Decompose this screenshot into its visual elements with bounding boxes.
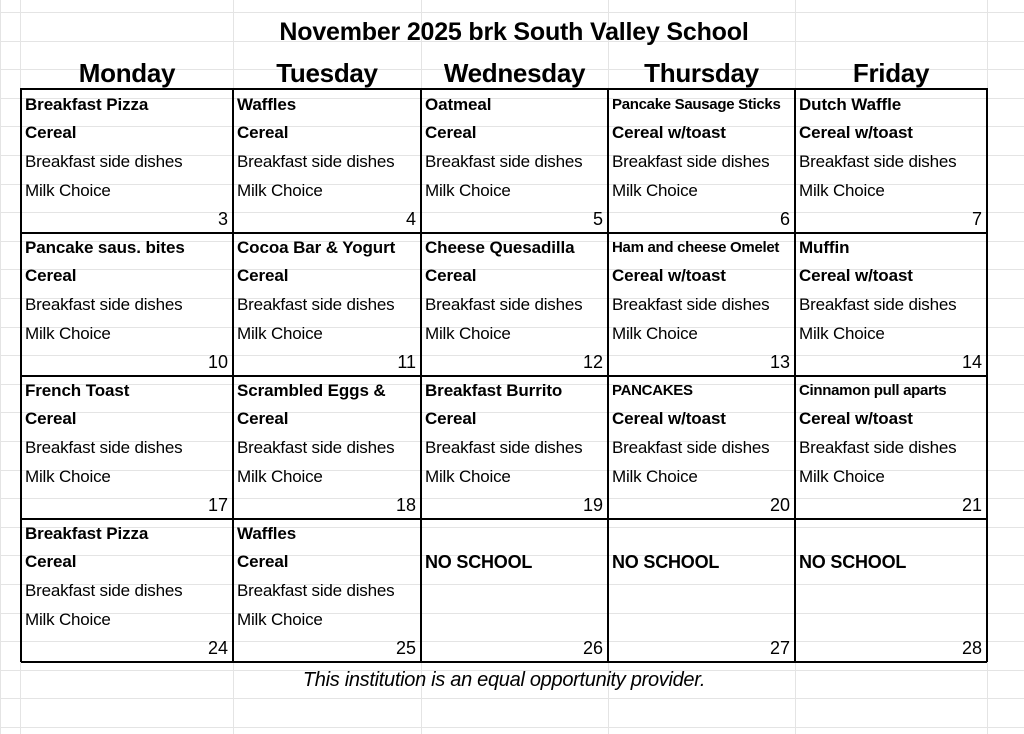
menu-entree-thursday: Ham and cheese Omelet [612, 238, 780, 256]
menu-entree-friday: Dutch Waffle [799, 94, 902, 114]
date-number-thursday: 27 [769, 637, 790, 658]
menu-milk-friday: Milk Choice [799, 180, 885, 200]
menu-side-dishes-monday: Breakfast side dishes [25, 151, 183, 171]
menu-milk-thursday: Milk Choice [612, 180, 698, 200]
menu-milk-tuesday: Milk Choice [237, 323, 323, 343]
date-number-monday: 3 [217, 208, 228, 229]
menu-side-dishes-thursday: Breakfast side dishes [612, 437, 770, 457]
menu-cereal-thursday: Cereal w/toast [612, 123, 726, 143]
menu-cereal-monday: Cereal [25, 409, 77, 429]
menu-entree-wednesday: Oatmeal [425, 94, 492, 114]
menu-side-dishes-thursday: Breakfast side dishes [612, 294, 770, 314]
date-number-friday: 14 [961, 351, 982, 372]
menu-cereal-wednesday: Cereal [425, 409, 477, 429]
menu-entree-monday: Pancake saus. bites [25, 237, 185, 257]
date-number-thursday: 20 [769, 494, 790, 515]
menu-milk-tuesday: Milk Choice [237, 180, 323, 200]
column-header-monday: Monday [78, 57, 176, 88]
menu-entree-monday: Breakfast Pizza [25, 523, 149, 543]
date-number-monday: 17 [207, 494, 228, 515]
menu-side-dishes-friday: Breakfast side dishes [799, 437, 957, 457]
column-header-thursday: Thursday [644, 57, 759, 88]
menu-side-dishes-wednesday: Breakfast side dishes [425, 294, 583, 314]
menu-entree-tuesday: Cocoa Bar & Yogurt [237, 237, 396, 257]
menu-milk-friday: Milk Choice [799, 466, 885, 486]
menu-cereal-monday: Cereal [25, 266, 77, 286]
menu-cereal-wednesday: Cereal [425, 266, 477, 286]
menu-side-dishes-tuesday: Breakfast side dishes [237, 437, 395, 457]
menu-entree-tuesday: Scrambled Eggs & [237, 380, 386, 400]
menu-milk-thursday: Milk Choice [612, 466, 698, 486]
menu-entree-friday: Cinnamon pull aparts [799, 381, 947, 399]
gridline-vertical [0, 0, 1, 734]
menu-milk-friday: Milk Choice [799, 323, 885, 343]
menu-cereal-monday: Cereal [25, 552, 77, 572]
menu-milk-monday: Milk Choice [25, 323, 111, 343]
date-number-friday: 28 [961, 637, 982, 658]
date-number-tuesday: 25 [395, 637, 416, 658]
column-header-friday: Friday [852, 57, 930, 88]
date-number-wednesday: 26 [582, 637, 603, 658]
date-number-wednesday: 19 [582, 494, 603, 515]
menu-cereal-friday: Cereal w/toast [799, 409, 913, 429]
menu-entree-thursday: Pancake Sausage Sticks [612, 95, 781, 113]
menu-cereal-tuesday: Cereal [237, 266, 289, 286]
menu-milk-wednesday: Milk Choice [425, 466, 511, 486]
menu-cereal-tuesday: Cereal [237, 123, 289, 143]
menu-side-dishes-monday: Breakfast side dishes [25, 580, 183, 600]
menu-cereal-thursday: Cereal w/toast [612, 266, 726, 286]
column-header-tuesday: Tuesday [276, 57, 378, 88]
column-header-wednesday: Wednesday [443, 57, 586, 88]
menu-side-dishes-thursday: Breakfast side dishes [612, 151, 770, 171]
menu-entree-monday: French Toast [25, 380, 130, 400]
menu-side-dishes-tuesday: Breakfast side dishes [237, 580, 395, 600]
menu-cereal-friday: Cereal w/toast [799, 123, 913, 143]
menu-entree-wednesday: Breakfast Burrito [425, 380, 563, 400]
menu-cereal-tuesday: Cereal [237, 409, 289, 429]
date-number-monday: 10 [207, 351, 228, 372]
equal-opportunity-notice: This institution is an equal opportunity provider. [302, 669, 706, 691]
date-number-wednesday: 12 [582, 351, 603, 372]
menu-milk-monday: Milk Choice [25, 466, 111, 486]
no-school-label-wednesday: NO SCHOOL [425, 551, 533, 572]
menu-milk-monday: Milk Choice [25, 180, 111, 200]
menu-entree-wednesday: Cheese Quesadilla [425, 237, 575, 257]
menu-cereal-thursday: Cereal w/toast [612, 409, 726, 429]
date-number-friday: 21 [961, 494, 982, 515]
no-school-label-friday: NO SCHOOL [799, 551, 907, 572]
menu-side-dishes-wednesday: Breakfast side dishes [425, 151, 583, 171]
date-number-tuesday: 18 [395, 494, 416, 515]
menu-milk-wednesday: Milk Choice [425, 323, 511, 343]
date-number-thursday: 13 [769, 351, 790, 372]
date-number-thursday: 6 [779, 208, 790, 229]
menu-milk-tuesday: Milk Choice [237, 609, 323, 629]
menu-cereal-tuesday: Cereal [237, 552, 289, 572]
menu-milk-tuesday: Milk Choice [237, 466, 323, 486]
menu-milk-thursday: Milk Choice [612, 323, 698, 343]
menu-milk-wednesday: Milk Choice [425, 180, 511, 200]
menu-side-dishes-friday: Breakfast side dishes [799, 151, 957, 171]
menu-entree-monday: Breakfast Pizza [25, 94, 149, 114]
menu-side-dishes-monday: Breakfast side dishes [25, 437, 183, 457]
menu-entree-tuesday: Waffles [237, 94, 297, 114]
page-title: November 2025 brk South Valley School [279, 17, 749, 46]
menu-side-dishes-tuesday: Breakfast side dishes [237, 294, 395, 314]
date-number-friday: 7 [971, 208, 982, 229]
no-school-label-thursday: NO SCHOOL [612, 551, 720, 572]
gridline-horizontal [0, 727, 1024, 728]
menu-side-dishes-friday: Breakfast side dishes [799, 294, 957, 314]
menu-side-dishes-monday: Breakfast side dishes [25, 294, 183, 314]
menu-entree-tuesday: Waffles [237, 523, 297, 543]
menu-cereal-wednesday: Cereal [425, 123, 477, 143]
date-number-tuesday: 4 [405, 208, 416, 229]
menu-side-dishes-wednesday: Breakfast side dishes [425, 437, 583, 457]
menu-cereal-monday: Cereal [25, 123, 77, 143]
date-number-wednesday: 5 [592, 208, 603, 229]
date-number-tuesday: 11 [397, 351, 416, 372]
menu-entree-friday: Muffin [799, 237, 850, 257]
menu-entree-thursday: PANCAKES [612, 381, 693, 399]
menu-cereal-friday: Cereal w/toast [799, 266, 913, 286]
menu-side-dishes-tuesday: Breakfast side dishes [237, 151, 395, 171]
menu-milk-monday: Milk Choice [25, 609, 111, 629]
gridline-horizontal [0, 698, 1024, 699]
date-number-monday: 24 [207, 637, 228, 658]
